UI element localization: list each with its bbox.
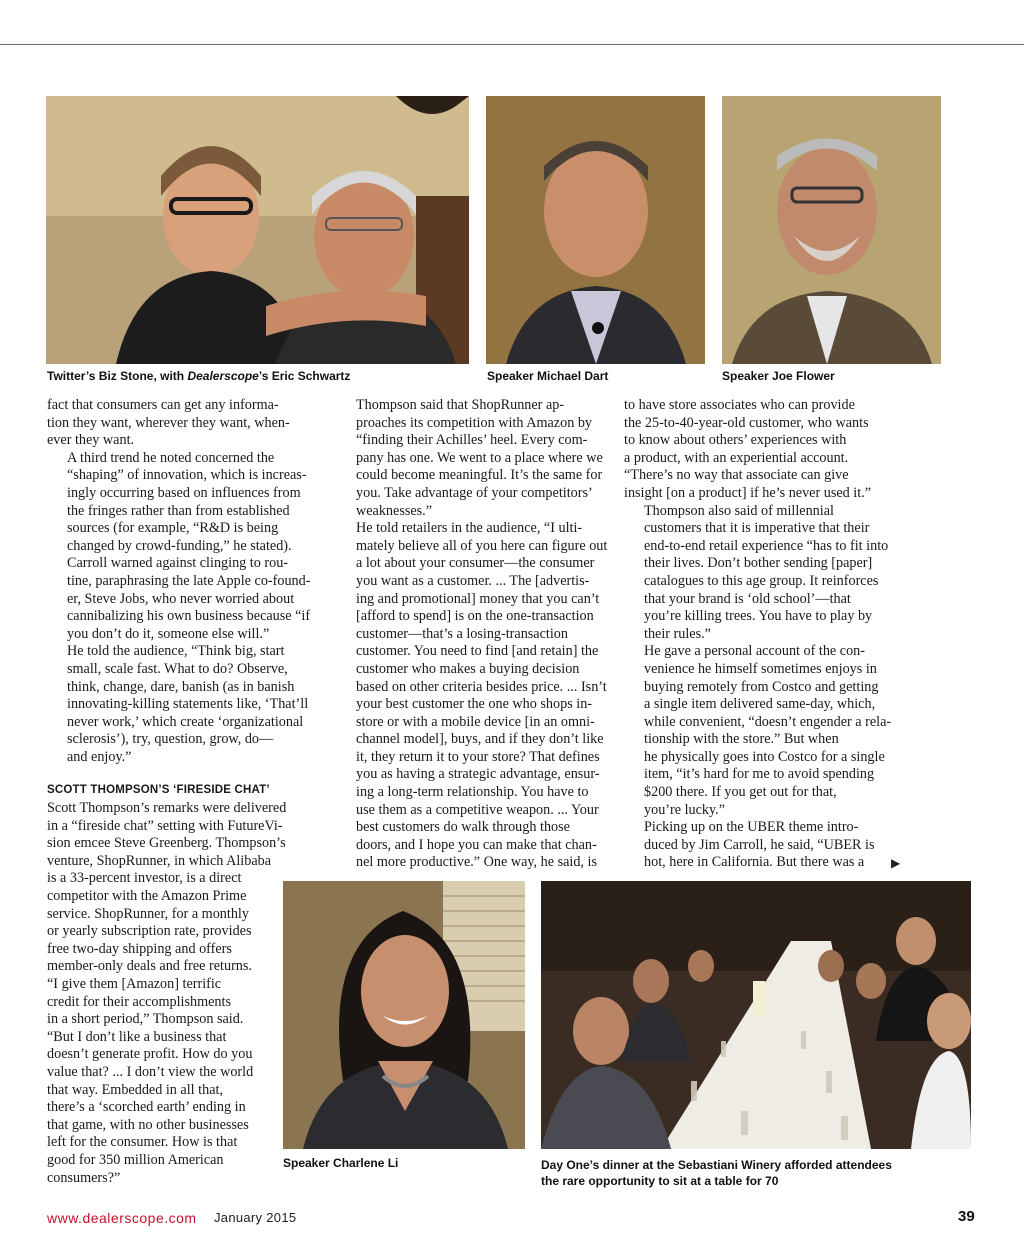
text-line: cannibalizing his own business because “if xyxy=(67,608,311,625)
text-line: mately believe all of you here can figure out xyxy=(356,537,608,554)
text-line: He told the audience, “Think big, start xyxy=(67,643,285,660)
text-line: you don’t do it, someone else will.” xyxy=(67,625,270,642)
photo-biz-stone-eric-schwartz xyxy=(46,96,469,364)
text-line: “shaping” of innovation, which is increas- xyxy=(67,467,307,484)
text-line: that game, with no other businesses xyxy=(47,1116,249,1133)
text-line: you want as a customer. ... The [advertis- xyxy=(356,572,590,589)
text-line: doors, and I hope you can make that chan- xyxy=(356,836,597,853)
text-line: Scott Thompson’s remarks were delivered xyxy=(47,800,287,817)
text-line: He gave a personal account of the con- xyxy=(644,643,865,660)
text-line: venture, ShopRunner, in which Alibaba xyxy=(47,852,272,869)
caption-photo-3: Speaker Joe Flower xyxy=(722,369,835,383)
caption-photo-1: Twitter’s Biz Stone, with Dealerscope’s Eric Schwartz xyxy=(47,369,351,383)
text-line: you’re killing trees. You have to play by xyxy=(644,608,873,625)
paragraph xyxy=(624,503,889,644)
paragraph xyxy=(47,800,305,1187)
text-line: there’s a ‘scorched earth’ ending in xyxy=(47,1099,246,1116)
text-line: free two-day shipping and offers xyxy=(47,940,232,957)
text-line: tionship with the store.” But when xyxy=(644,731,839,748)
caption-photo-2: Speaker Michael Dart xyxy=(487,369,609,383)
triangle-right-icon: ▶ xyxy=(891,856,901,870)
text-line: their lives. Don’t bother sending [paper] xyxy=(644,555,873,572)
text-line: the 25-to-40-year-old customer, who wants xyxy=(624,414,869,431)
text-line: customer—that’s a losing-transaction xyxy=(356,625,568,642)
text-line: to know about others’ experiences with xyxy=(624,432,847,449)
text-line: doesn’t generate profit. How do you xyxy=(47,1046,253,1063)
article-column-2 xyxy=(336,397,606,872)
text-line: [afford to spend] is on the one-transaction xyxy=(356,608,594,625)
text-line: He told retailers in the audience, “I ulti- xyxy=(356,520,583,537)
text-line: it, they return it to your store? That defines xyxy=(356,748,600,765)
paragraph xyxy=(47,643,309,766)
text-line: ing and promotional] money that you can’t xyxy=(356,590,600,607)
text-line: end-to-end retail experience “has to fit into xyxy=(644,537,889,554)
text-line: A third trend he noted concerned the xyxy=(67,449,275,466)
text-line: you’re lucky.” xyxy=(644,801,726,818)
text-line: your best customer the one who shops in- xyxy=(356,696,593,713)
text-line: store or with a mobile device [in an omni- xyxy=(356,713,595,730)
text-line: customers that it is imperative that their xyxy=(644,520,870,537)
footer-issue-date: January 2015 xyxy=(214,1210,297,1225)
text-line: he physically goes into Costco for a single xyxy=(644,748,885,765)
text-line: “I give them [Amazon] terrific xyxy=(47,976,222,992)
photo-sebastiani-winery-dinner xyxy=(541,881,971,1149)
caption-photo-4: Speaker Charlene Li xyxy=(283,1156,399,1170)
text-line: think, change, dare, banish (as in banish xyxy=(67,678,295,695)
text-line: innovating-killing statements like, ‘That’ll xyxy=(67,696,309,713)
text-line: small, scale fast. What to do? Observe, xyxy=(67,660,288,677)
text-line: Thompson said that ShopRunner ap- xyxy=(356,397,565,413)
paragraph xyxy=(47,450,305,556)
paragraph xyxy=(336,520,606,872)
text-line: a lot about your consumer—the consumer xyxy=(356,555,595,572)
text-line: left for the consumer. How is that xyxy=(47,1134,238,1151)
page-number: 39 xyxy=(958,1208,975,1225)
text-line: credit for their accomplishments xyxy=(47,993,231,1010)
article-column-3 xyxy=(624,397,892,872)
photo-michael-dart xyxy=(486,96,705,364)
text-line: never work,’ which create ‘organizational xyxy=(67,713,304,730)
paragraph xyxy=(624,643,892,819)
text-line: sclerosis’), try, question, grow, do— xyxy=(67,731,274,748)
text-line: customer who makes a buying decision xyxy=(356,660,580,677)
text-line: changed by crowd-funding,” he stated). xyxy=(67,537,292,554)
text-line: based on other criteria besides price. ... Isn’t xyxy=(356,678,607,695)
text-line: good for 350 million American xyxy=(47,1151,224,1168)
text-line: pany has one. We went to a place where we xyxy=(356,449,603,466)
text-line: value that? ... I don’t view the world xyxy=(47,1063,254,1080)
text-line: “finding their Achilles’ heel. Every com- xyxy=(356,432,588,449)
text-line: you. Take advantage of your competitors’ xyxy=(356,484,593,501)
text-line: “But I don’t like a business that xyxy=(47,1028,227,1045)
text-line: venience he himself sometimes enjoys in xyxy=(644,660,877,677)
paragraph xyxy=(624,819,889,872)
text-line: proaches its competition with Amazon by xyxy=(356,414,593,431)
text-line: channel model], buys, and if they don’t like xyxy=(356,731,604,748)
text-line: $200 there. If you get out for that, xyxy=(644,784,837,801)
header-rule xyxy=(0,44,1024,45)
text-line: Thompson also said of millennial xyxy=(644,502,834,519)
text-line: is a 33-percent investor, is a direct xyxy=(47,870,242,887)
text-line: customer. You need to find [and retain] the xyxy=(356,643,599,660)
text-line: competitor with the Amazon Prime xyxy=(47,888,247,905)
text-line: you as having a strategic advantage, ensur- xyxy=(356,766,600,783)
text-line: tion they want, wherever they want, when- xyxy=(47,414,290,431)
paragraph xyxy=(47,397,305,450)
text-line: tine, paraphrasing the late Apple co-found- xyxy=(67,572,311,589)
caption-line: the rare opportunity to sit at a table for 70 xyxy=(541,1174,779,1188)
text-line: fact that consumers can get any informa- xyxy=(47,397,279,413)
text-line: Picking up on the UBER theme intro- xyxy=(644,819,859,836)
text-line: Carroll warned against clinging to rou- xyxy=(67,555,289,572)
text-line: use them as a competitive weapon. ... Your xyxy=(356,801,599,818)
paragraph xyxy=(47,555,311,643)
text-line: and enjoy.” xyxy=(67,748,132,765)
text-line: hot, here in California. But there was a xyxy=(644,854,865,871)
section-subhead: SCOTT THOMPSON’S ‘FIRESIDE CHAT’ xyxy=(47,784,270,797)
text-line: item, “it’s hard for me to avoid spending xyxy=(644,766,875,783)
caption-line: Day One’s dinner at the Sebastiani Winery afforded attendees xyxy=(541,1158,892,1172)
text-line: their rules.” xyxy=(644,625,711,642)
text-line: “There’s no way that associate can give xyxy=(624,467,849,484)
text-line: member-only deals and free returns. xyxy=(47,958,252,975)
text-line: buying remotely from Costco and getting xyxy=(644,678,879,695)
photo-joe-flower xyxy=(722,96,941,364)
text-line: the fringes rather than from established xyxy=(67,502,290,519)
text-line: while convenient, “doesn’t engender a rela- xyxy=(644,713,892,730)
text-line: to have store associates who can provide xyxy=(624,397,855,413)
text-line: sion emcee Steve Greenberg. Thompson’s xyxy=(47,835,286,852)
text-line: that way. Embedded in all that, xyxy=(47,1081,223,1098)
text-line: that your brand is ‘old school’—that xyxy=(644,590,851,607)
text-line: catalogues to this age group. It reinforces xyxy=(644,572,879,589)
text-line: or yearly subscription rate, provides xyxy=(47,923,252,940)
text-line: in a short period,” Thompson said. xyxy=(47,1011,244,1028)
text-line: a single item delivered same-day, which, xyxy=(644,696,876,713)
text-line: weaknesses.” xyxy=(356,502,433,519)
text-line: er, Steve Jobs, who never worried about xyxy=(67,590,295,607)
caption-photo-5 xyxy=(541,1157,892,1189)
text-line: ingly occurring based on influences from xyxy=(67,484,301,501)
text-line: service. ShopRunner, for a monthly xyxy=(47,905,249,922)
text-line: ing a long-term relationship. You have to xyxy=(356,784,589,801)
text-line: consumers?” xyxy=(47,1169,121,1186)
photo-charlene-li xyxy=(283,881,525,1149)
text-line: a product, with an experiential account. xyxy=(624,449,849,466)
text-line: insight [on a product] if he’s never used it.” xyxy=(624,484,872,501)
text-line: duced by Jim Carroll, he said, “UBER is xyxy=(644,836,875,853)
paragraph xyxy=(336,397,606,520)
text-line: sources (for example, “R&D is being xyxy=(67,520,279,537)
text-line: could become meaningful. It’s the same for xyxy=(356,467,603,484)
text-line: in a “fireside chat” setting with FutureVi- xyxy=(47,817,283,834)
text-line: nel more productive.” One way, he said, is xyxy=(356,854,597,871)
article-column-1 xyxy=(47,397,311,1187)
footer-website-link[interactable]: www.dealerscope.com xyxy=(47,1210,197,1226)
paragraph xyxy=(624,397,889,503)
text-line: ever they want. xyxy=(47,432,135,449)
text-line: best customers do walk through those xyxy=(356,819,570,836)
